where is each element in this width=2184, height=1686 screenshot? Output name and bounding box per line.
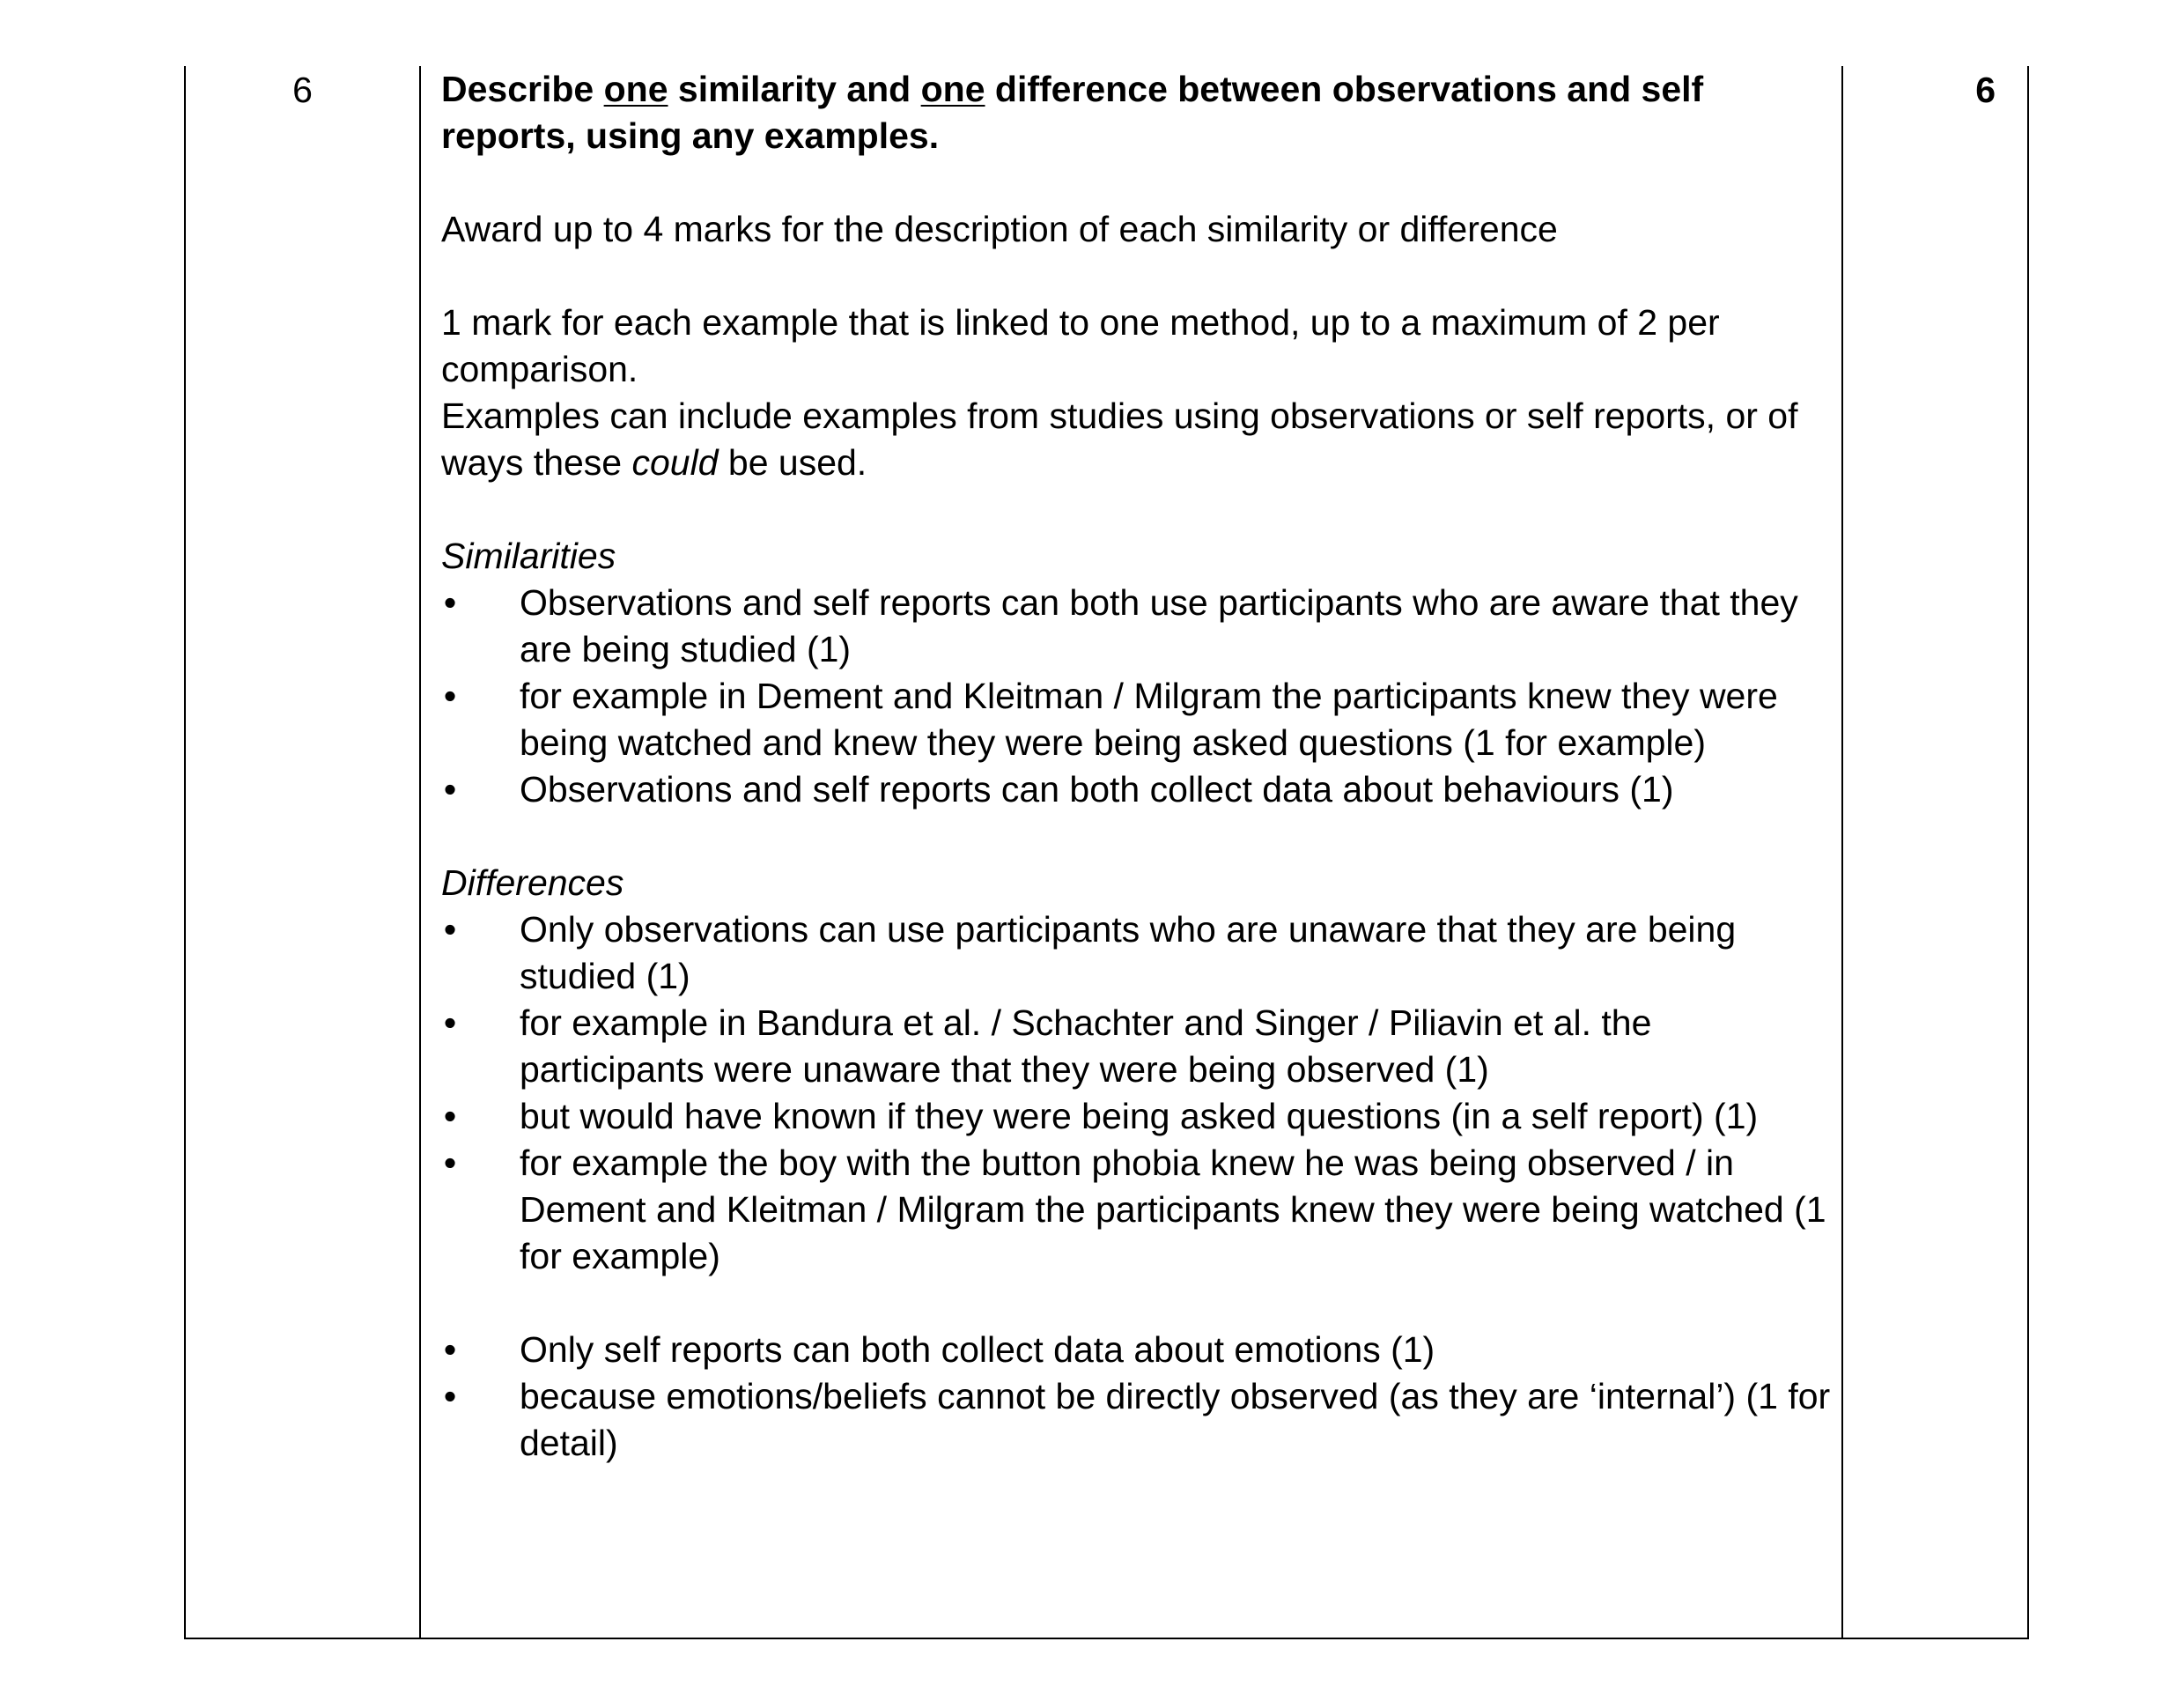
list-item-text: for example in Bandura et al. / Schachter and Singer / Piliavin et al. the participants were unaware that they were being observed (1) [520,1002,1652,1090]
list-item [441,1327,1833,1373]
list-item [441,1140,1833,1280]
table-border-left [184,66,186,1638]
list-item-text: but would have known if they were being asked questions (in a self report) (1) [520,1096,1759,1136]
question-text-part: similarity and [668,69,921,109]
guidance-examples-note [441,393,1833,486]
bullet-icon: • [443,582,457,623]
list-item [441,580,1833,673]
table-border-column-2 [1841,66,1843,1638]
bullet-icon: • [443,1002,457,1043]
list-item-text: for example in Dement and Kleitman / Milgram the participants knew they were being watched and knew they were being asked questions (1 for example) [520,676,1778,763]
bullet-icon: • [443,676,457,716]
list-item [441,1093,1833,1140]
similarities-heading: Similarities [441,536,616,576]
bullet-icon: • [443,1376,457,1416]
list-item-text: for example the boy with the button phobia knew he was being observed / in Dement and Kleitman / Milgram the participants knew they were being watched (1 for example) [520,1142,1826,1276]
guidance-italic-word: could [631,442,719,483]
list-item-text: because emotions/beliefs cannot be directly observed (as they are ‘internal’) (1 for detail) [520,1376,1831,1463]
bullet-icon: • [443,1096,457,1136]
question-number: 6 [292,70,313,110]
question-underlined-word: one [603,69,668,109]
guidance-text-part: be used. [718,442,867,483]
list-item-text: Observations and self reports can both use participants who are aware that they are being studied (1) [520,582,1798,669]
table-border-column-1 [419,66,421,1638]
answer-guidance-cell [441,66,1833,1467]
list-item [441,1373,1833,1467]
list-item [441,1000,1833,1093]
differences-list-a [441,906,1833,1280]
guidance-award-marks: Award up to 4 marks for the description of each similarity or difference [441,209,1558,249]
list-item [441,766,1833,813]
question-text-part: Describe [441,69,604,109]
bullet-icon: • [443,1329,457,1370]
marks-cell [1843,66,2027,114]
question-underlined-word: one [920,69,985,109]
question-text [441,66,1833,159]
question-text-part: difference between observations and self reports, using any examples. [441,69,1704,156]
list-item-text: Only observations can use participants who are unaware that they are being studied (1) [520,909,1737,996]
mark-scheme-table [184,66,2029,1639]
bullet-icon: • [443,1142,457,1183]
differences-heading: Differences [441,862,624,903]
differences-list-b [441,1327,1833,1467]
table-border-right [2027,66,2029,1638]
list-item-text: Observations and self reports can both collect data about behaviours (1) [520,769,1674,810]
list-item [441,906,1833,1000]
guidance-example-marks: 1 mark for each example that is linked to one method, up to a maximum of 2 per comparison. [441,302,1720,389]
marks-value: 6 [1975,70,1996,110]
list-item-text: Only self reports can both collect data about emotions (1) [520,1329,1435,1370]
guidance-text-part: Examples can include examples from studies using observations or self reports, or of ways these [441,396,1798,483]
list-item [441,673,1833,766]
bullet-icon: • [443,769,457,810]
bullet-icon: • [443,909,457,950]
similarities-list [441,580,1833,813]
